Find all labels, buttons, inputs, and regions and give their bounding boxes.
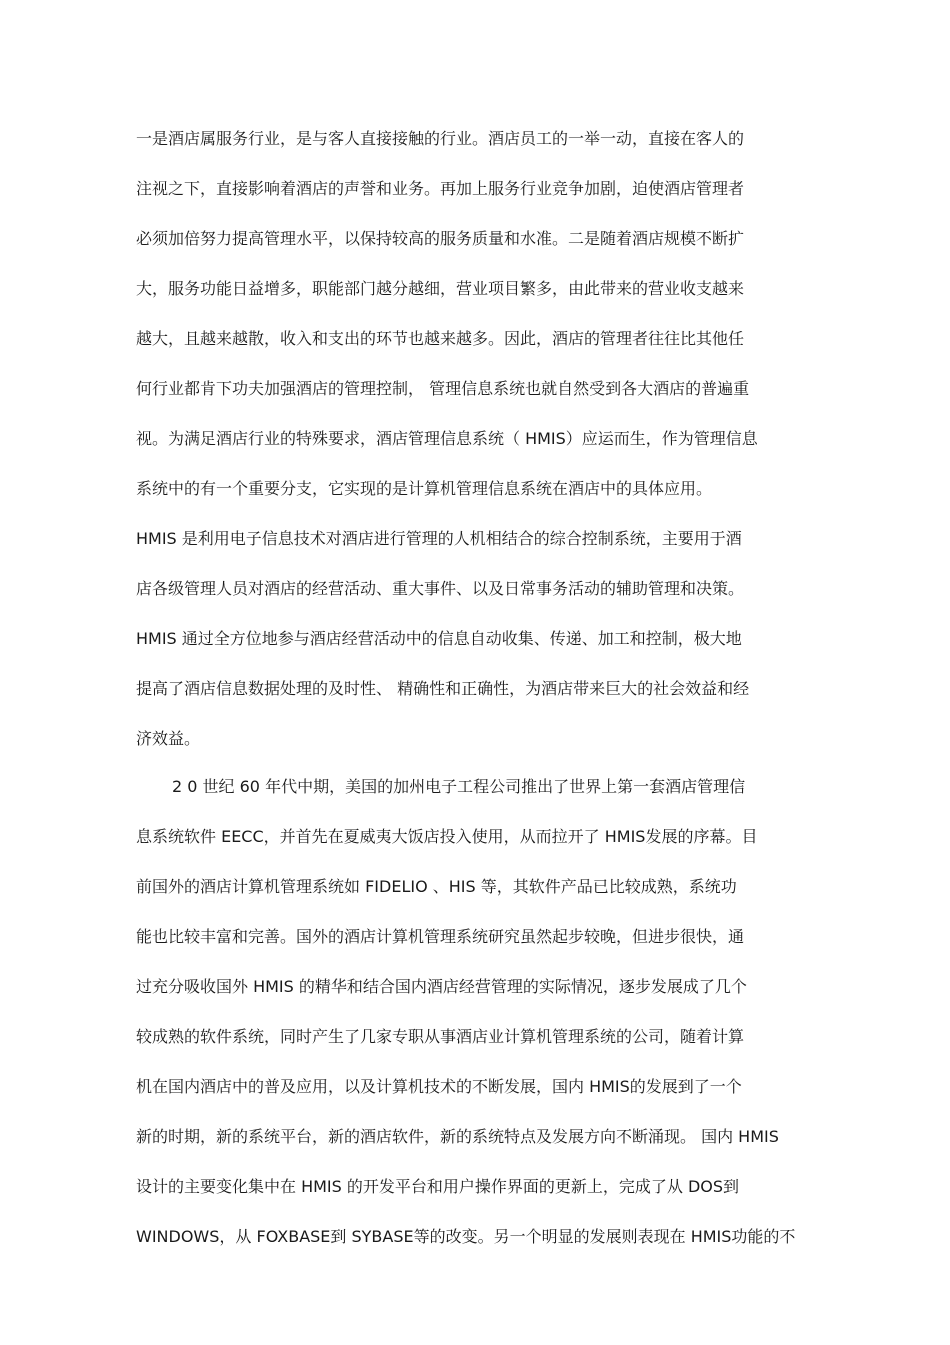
text-line: 大，服务功能日益增多，职能部门越分越细，营业项目繁多，由此带来的营业收支越来 bbox=[136, 279, 745, 298]
text-line: 视。为满足酒店行业的特殊要求，酒店管理信息系统（ HMIS）应运而生，作为管理信息 bbox=[136, 429, 758, 448]
text-line: HMIS 是利用电子信息技术对酒店进行管理的人机相结合的综合控制系统，主要用于酒 bbox=[136, 529, 742, 548]
text-line: 能也比较丰富和完善。国外的酒店计算机管理系统研究虽然起步较晚，但进步很快，通 bbox=[136, 927, 745, 946]
text-line: 提高了酒店信息数据处理的及时性、 精确性和正确性，为酒店带来巨大的社会效益和经 bbox=[136, 679, 750, 698]
text-line: 一是酒店属服务行业，是与客人直接接触的行业。酒店员工的一举一动，直接在客人的 bbox=[136, 129, 745, 148]
text-line: WINDOWS，从 FOXBASE到 SYBASE等的改变。另一个明显的发展则表现在 HMIS功能的不 bbox=[136, 1227, 796, 1246]
text-line: 店各级管理人员对酒店的经营活动、重大事件、以及日常事务活动的辅助管理和决策。 bbox=[136, 579, 745, 598]
text-line: 机在国内酒店中的普及应用，以及计算机技术的不断发展，国内 HMIS的发展到了一个 bbox=[136, 1077, 742, 1096]
text-line: 济效益。 bbox=[136, 729, 201, 748]
text-line: 新的时期，新的系统平台，新的酒店软件，新的系统特点及发展方向不断涌现。 国内 HMIS bbox=[136, 1127, 779, 1146]
text-line: HMIS 通过全方位地参与酒店经营活动中的信息自动收集、传递、加工和控制，极大地 bbox=[136, 629, 742, 648]
text-line: 必须加倍努力提高管理水平，以保持较高的服务质量和水准。二是随着酒店规模不断扩 bbox=[136, 229, 745, 248]
text-line: 息系统软件 EECC，并首先在夏威夷大饭店投入使用，从而拉开了 HMIS发展的序幕。目 bbox=[136, 827, 758, 846]
text-line: 越大，且越来越散，收入和支出的环节也越来越多。因此，酒店的管理者往往比其他任 bbox=[136, 329, 745, 348]
text-line: 前国外的酒店计算机管理系统如 FIDELIO 、HIS 等，其软件产品已比较成熟，系统功 bbox=[136, 877, 737, 896]
text-line: 何行业都肯下功夫加强酒店的管理控制， 管理信息系统也就自然受到各大酒店的普遍重 bbox=[136, 379, 750, 398]
text-line: 较成熟的软件系统，同时产生了几家专职从事酒店业计算机管理系统的公司，随着计算 bbox=[136, 1027, 745, 1046]
text-line: 系统中的有一个重要分支，它实现的是计算机管理信息系统在酒店中的具体应用。 bbox=[136, 479, 713, 498]
text-line: 设计的主要变化集中在 HMIS 的开发平台和用户操作界面的更新上，完成了从 DOS到 bbox=[136, 1177, 740, 1196]
text-line: 过充分吸收国外 HMIS 的精华和结合国内酒店经营管理的实际情况，逐步发展成了几个 bbox=[136, 977, 747, 996]
paragraph-first-line: 2 0 世纪 60 年代中期，美国的加州电子工程公司推出了世界上第一套酒店管理信 bbox=[172, 777, 746, 796]
text-line: 注视之下，直接影响着酒店的声誉和业务。再加上服务行业竞争加剧，迫使酒店管理者 bbox=[136, 179, 745, 198]
